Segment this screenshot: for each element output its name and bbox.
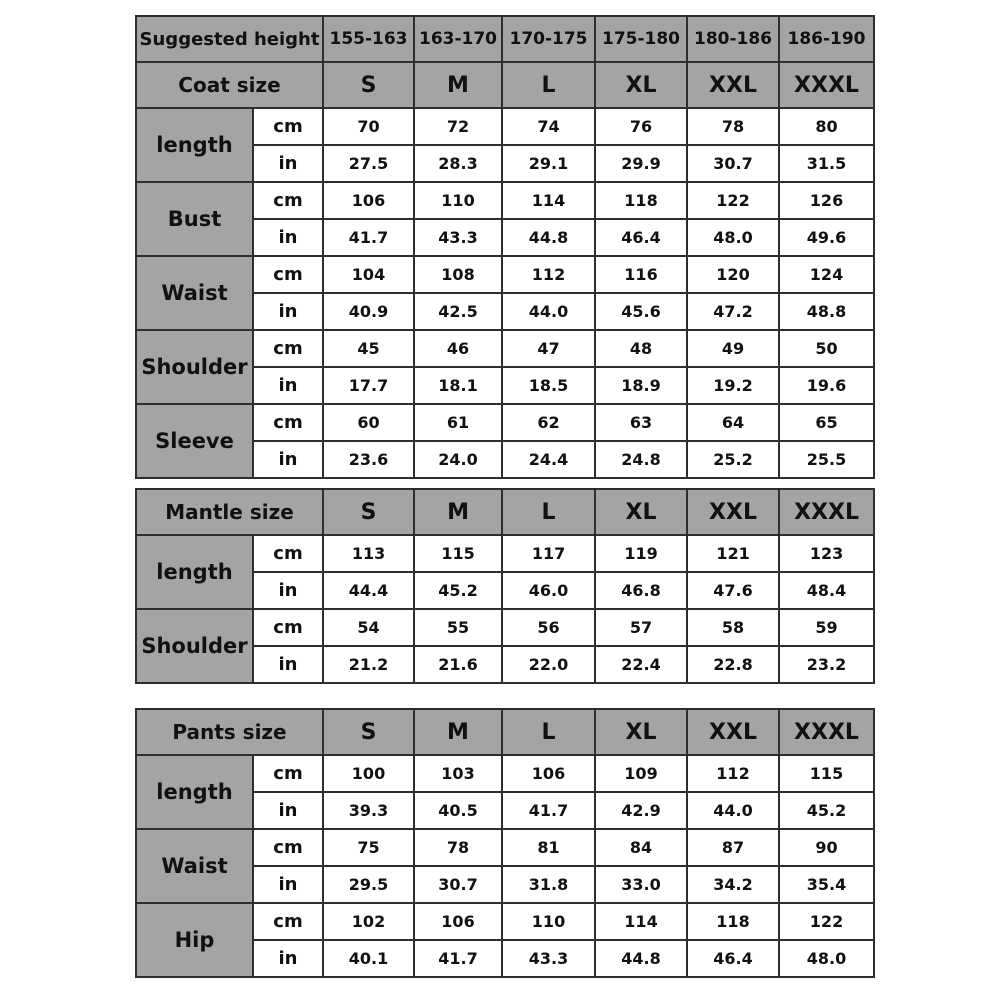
measurement-value-cm: 81 xyxy=(502,829,595,866)
unit-label-cm: cm xyxy=(253,903,323,940)
unit-label-cm: cm xyxy=(253,609,323,646)
measurement-value-cm: 61 xyxy=(414,404,502,441)
measurement-value-in: 19.2 xyxy=(687,367,779,404)
measurement-value-in: 31.8 xyxy=(502,866,595,903)
height-range-cell: 186-190 xyxy=(779,16,874,62)
measurement-value-in: 27.5 xyxy=(323,145,414,182)
unit-label-in: in xyxy=(253,441,323,478)
measurement-value-cm: 123 xyxy=(779,535,874,572)
measurement-value-cm: 112 xyxy=(502,256,595,293)
measurement-value-in: 48.0 xyxy=(687,219,779,256)
unit-label-cm: cm xyxy=(253,256,323,293)
measurement-value-cm: 75 xyxy=(323,829,414,866)
measurement-value-in: 22.8 xyxy=(687,646,779,683)
measurement-value-in: 17.7 xyxy=(323,367,414,404)
measurement-value-cm: 80 xyxy=(779,108,874,145)
measurement-value-in: 46.4 xyxy=(595,219,687,256)
mantle-size-table xyxy=(135,488,875,684)
table-row xyxy=(136,755,874,792)
measurement-value-in: 44.8 xyxy=(502,219,595,256)
measurement-value-cm: 118 xyxy=(595,182,687,219)
measurement-value-in: 44.0 xyxy=(502,293,595,330)
measurement-value-cm: 115 xyxy=(414,535,502,572)
measurement-value-in: 23.6 xyxy=(323,441,414,478)
measurement-value-cm: 119 xyxy=(595,535,687,572)
size-label-cell: XL xyxy=(595,709,687,755)
measurement-value-in: 44.4 xyxy=(323,572,414,609)
size-label-cell: XL xyxy=(595,489,687,535)
measurement-value-cm: 90 xyxy=(779,829,874,866)
measurement-value-in: 46.4 xyxy=(687,940,779,977)
measurement-value-in: 49.6 xyxy=(779,219,874,256)
height-range-cell: 180-186 xyxy=(687,16,779,62)
measurement-value-cm: 124 xyxy=(779,256,874,293)
height-range-cell: 155-163 xyxy=(323,16,414,62)
size-label-cell: L xyxy=(502,62,595,108)
measurement-value-in: 42.5 xyxy=(414,293,502,330)
unit-label-cm: cm xyxy=(253,182,323,219)
measurement-value-cm: 54 xyxy=(323,609,414,646)
measurement-value-cm: 76 xyxy=(595,108,687,145)
unit-label-in: in xyxy=(253,792,323,829)
measurement-value-in: 21.2 xyxy=(323,646,414,683)
size-label-cell: L xyxy=(502,709,595,755)
table-row xyxy=(136,903,874,940)
measurement-value-in: 22.4 xyxy=(595,646,687,683)
measurement-value-in: 45.2 xyxy=(779,792,874,829)
size-label-cell: M xyxy=(414,62,502,108)
measurement-value-in: 24.0 xyxy=(414,441,502,478)
table-row xyxy=(136,404,874,441)
unit-label-in: in xyxy=(253,145,323,182)
unit-label-cm: cm xyxy=(253,535,323,572)
measurement-value-in: 18.1 xyxy=(414,367,502,404)
measurement-value-in: 48.4 xyxy=(779,572,874,609)
size-label-cell: S xyxy=(323,62,414,108)
measurement-label: Sleeve xyxy=(136,404,253,478)
size-label-cell: XXXL xyxy=(779,489,874,535)
measurement-value-in: 25.2 xyxy=(687,441,779,478)
unit-label-in: in xyxy=(253,367,323,404)
measurement-value-in: 40.1 xyxy=(323,940,414,977)
measurement-value-cm: 63 xyxy=(595,404,687,441)
measurement-label: Waist xyxy=(136,256,253,330)
measurement-value-in: 30.7 xyxy=(687,145,779,182)
height-range-cell: 163-170 xyxy=(414,16,502,62)
table-row xyxy=(136,330,874,367)
measurement-value-cm: 59 xyxy=(779,609,874,646)
measurement-value-in: 45.6 xyxy=(595,293,687,330)
measurement-value-cm: 102 xyxy=(323,903,414,940)
measurement-value-cm: 104 xyxy=(323,256,414,293)
measurement-value-cm: 78 xyxy=(687,108,779,145)
measurement-value-in: 48.8 xyxy=(779,293,874,330)
measurement-label: Hip xyxy=(136,903,253,977)
measurement-value-in: 18.5 xyxy=(502,367,595,404)
measurement-value-cm: 47 xyxy=(502,330,595,367)
measurement-value-cm: 108 xyxy=(414,256,502,293)
measurement-value-in: 47.2 xyxy=(687,293,779,330)
size-label-cell: XL xyxy=(595,62,687,108)
size-label-cell: XXXL xyxy=(779,709,874,755)
measurement-value-cm: 103 xyxy=(414,755,502,792)
measurement-value-cm: 62 xyxy=(502,404,595,441)
measurement-value-cm: 114 xyxy=(502,182,595,219)
size-label-cell: XXL xyxy=(687,489,779,535)
measurement-value-cm: 46 xyxy=(414,330,502,367)
measurement-value-cm: 106 xyxy=(323,182,414,219)
measurement-value-in: 31.5 xyxy=(779,145,874,182)
unit-label-cm: cm xyxy=(253,829,323,866)
unit-label-in: in xyxy=(253,293,323,330)
pants-size-header-row xyxy=(136,709,874,755)
suggested-height-label: Suggested height xyxy=(136,16,323,62)
unit-label-in: in xyxy=(253,940,323,977)
measurement-value-cm: 56 xyxy=(502,609,595,646)
measurement-value-cm: 113 xyxy=(323,535,414,572)
measurement-value-in: 23.2 xyxy=(779,646,874,683)
unit-label-in: in xyxy=(253,646,323,683)
table-row xyxy=(136,182,874,219)
unit-label-in: in xyxy=(253,219,323,256)
measurement-value-cm: 55 xyxy=(414,609,502,646)
measurement-value-cm: 121 xyxy=(687,535,779,572)
unit-label-cm: cm xyxy=(253,108,323,145)
size-label-cell: M xyxy=(414,489,502,535)
measurement-label: length xyxy=(136,755,253,829)
size-label-cell: S xyxy=(323,709,414,755)
measurement-value-in: 33.0 xyxy=(595,866,687,903)
measurement-value-in: 48.0 xyxy=(779,940,874,977)
measurement-value-in: 18.9 xyxy=(595,367,687,404)
measurement-value-cm: 100 xyxy=(323,755,414,792)
measurement-value-in: 25.5 xyxy=(779,441,874,478)
height-range-cell: 175-180 xyxy=(595,16,687,62)
measurement-value-cm: 112 xyxy=(687,755,779,792)
unit-label-cm: cm xyxy=(253,404,323,441)
measurement-value-cm: 115 xyxy=(779,755,874,792)
measurement-value-cm: 106 xyxy=(414,903,502,940)
measurement-value-cm: 57 xyxy=(595,609,687,646)
measurement-value-in: 40.5 xyxy=(414,792,502,829)
unit-label-cm: cm xyxy=(253,330,323,367)
measurement-value-in: 34.2 xyxy=(687,866,779,903)
measurement-value-cm: 74 xyxy=(502,108,595,145)
measurement-value-in: 44.8 xyxy=(595,940,687,977)
unit-label-in: in xyxy=(253,866,323,903)
measurement-value-cm: 64 xyxy=(687,404,779,441)
table-row xyxy=(136,609,874,646)
measurement-label: length xyxy=(136,535,253,609)
size-label-cell: XXL xyxy=(687,709,779,755)
measurement-value-in: 29.1 xyxy=(502,145,595,182)
measurement-value-cm: 72 xyxy=(414,108,502,145)
measurement-value-cm: 87 xyxy=(687,829,779,866)
mantle-size-title: Mantle size xyxy=(136,489,323,535)
measurement-value-cm: 117 xyxy=(502,535,595,572)
height-range-cell: 170-175 xyxy=(502,16,595,62)
measurement-value-in: 43.3 xyxy=(502,940,595,977)
suggested-height-row xyxy=(136,16,874,62)
coat-size-title: Coat size xyxy=(136,62,323,108)
measurement-value-in: 21.6 xyxy=(414,646,502,683)
size-label-cell: M xyxy=(414,709,502,755)
measurement-value-in: 44.0 xyxy=(687,792,779,829)
size-label-cell: XXXL xyxy=(779,62,874,108)
measurement-value-in: 47.6 xyxy=(687,572,779,609)
measurement-value-cm: 126 xyxy=(779,182,874,219)
measurement-value-in: 41.7 xyxy=(502,792,595,829)
measurement-value-cm: 49 xyxy=(687,330,779,367)
table-row xyxy=(136,256,874,293)
measurement-value-in: 30.7 xyxy=(414,866,502,903)
measurement-value-in: 19.6 xyxy=(779,367,874,404)
measurement-value-in: 24.8 xyxy=(595,441,687,478)
coat-size-header-row xyxy=(136,62,874,108)
measurement-value-cm: 118 xyxy=(687,903,779,940)
measurement-label: Shoulder xyxy=(136,330,253,404)
table-row xyxy=(136,535,874,572)
mantle-size-header-row xyxy=(136,489,874,535)
measurement-value-cm: 114 xyxy=(595,903,687,940)
measurement-value-cm: 58 xyxy=(687,609,779,646)
measurement-value-in: 35.4 xyxy=(779,866,874,903)
pants-size-table xyxy=(135,708,875,978)
measurement-value-cm: 110 xyxy=(414,182,502,219)
measurement-value-cm: 109 xyxy=(595,755,687,792)
pants-size-title: Pants size xyxy=(136,709,323,755)
measurement-value-in: 24.4 xyxy=(502,441,595,478)
measurement-value-in: 29.5 xyxy=(323,866,414,903)
measurement-value-in: 39.3 xyxy=(323,792,414,829)
coat-size-table xyxy=(135,15,875,479)
measurement-value-in: 41.7 xyxy=(414,940,502,977)
measurement-value-in: 40.9 xyxy=(323,293,414,330)
measurement-value-cm: 120 xyxy=(687,256,779,293)
measurement-value-cm: 50 xyxy=(779,330,874,367)
measurement-value-cm: 122 xyxy=(687,182,779,219)
measurement-value-cm: 110 xyxy=(502,903,595,940)
measurement-value-in: 22.0 xyxy=(502,646,595,683)
measurement-value-cm: 116 xyxy=(595,256,687,293)
measurement-value-cm: 65 xyxy=(779,404,874,441)
size-label-cell: XXL xyxy=(687,62,779,108)
measurement-value-in: 45.2 xyxy=(414,572,502,609)
measurement-value-cm: 45 xyxy=(323,330,414,367)
measurement-label: Bust xyxy=(136,182,253,256)
measurement-value-in: 42.9 xyxy=(595,792,687,829)
measurement-value-in: 46.0 xyxy=(502,572,595,609)
measurement-value-cm: 60 xyxy=(323,404,414,441)
measurement-value-cm: 106 xyxy=(502,755,595,792)
measurement-label: Waist xyxy=(136,829,253,903)
unit-label-in: in xyxy=(253,572,323,609)
measurement-label: length xyxy=(136,108,253,182)
measurement-value-cm: 78 xyxy=(414,829,502,866)
size-label-cell: L xyxy=(502,489,595,535)
measurement-value-cm: 122 xyxy=(779,903,874,940)
measurement-value-cm: 70 xyxy=(323,108,414,145)
measurement-value-in: 28.3 xyxy=(414,145,502,182)
table-row xyxy=(136,108,874,145)
measurement-value-in: 43.3 xyxy=(414,219,502,256)
measurement-value-in: 29.9 xyxy=(595,145,687,182)
measurement-label: Shoulder xyxy=(136,609,253,683)
measurement-value-cm: 84 xyxy=(595,829,687,866)
size-label-cell: S xyxy=(323,489,414,535)
measurement-value-cm: 48 xyxy=(595,330,687,367)
measurement-value-in: 41.7 xyxy=(323,219,414,256)
table-row xyxy=(136,829,874,866)
unit-label-cm: cm xyxy=(253,755,323,792)
measurement-value-in: 46.8 xyxy=(595,572,687,609)
